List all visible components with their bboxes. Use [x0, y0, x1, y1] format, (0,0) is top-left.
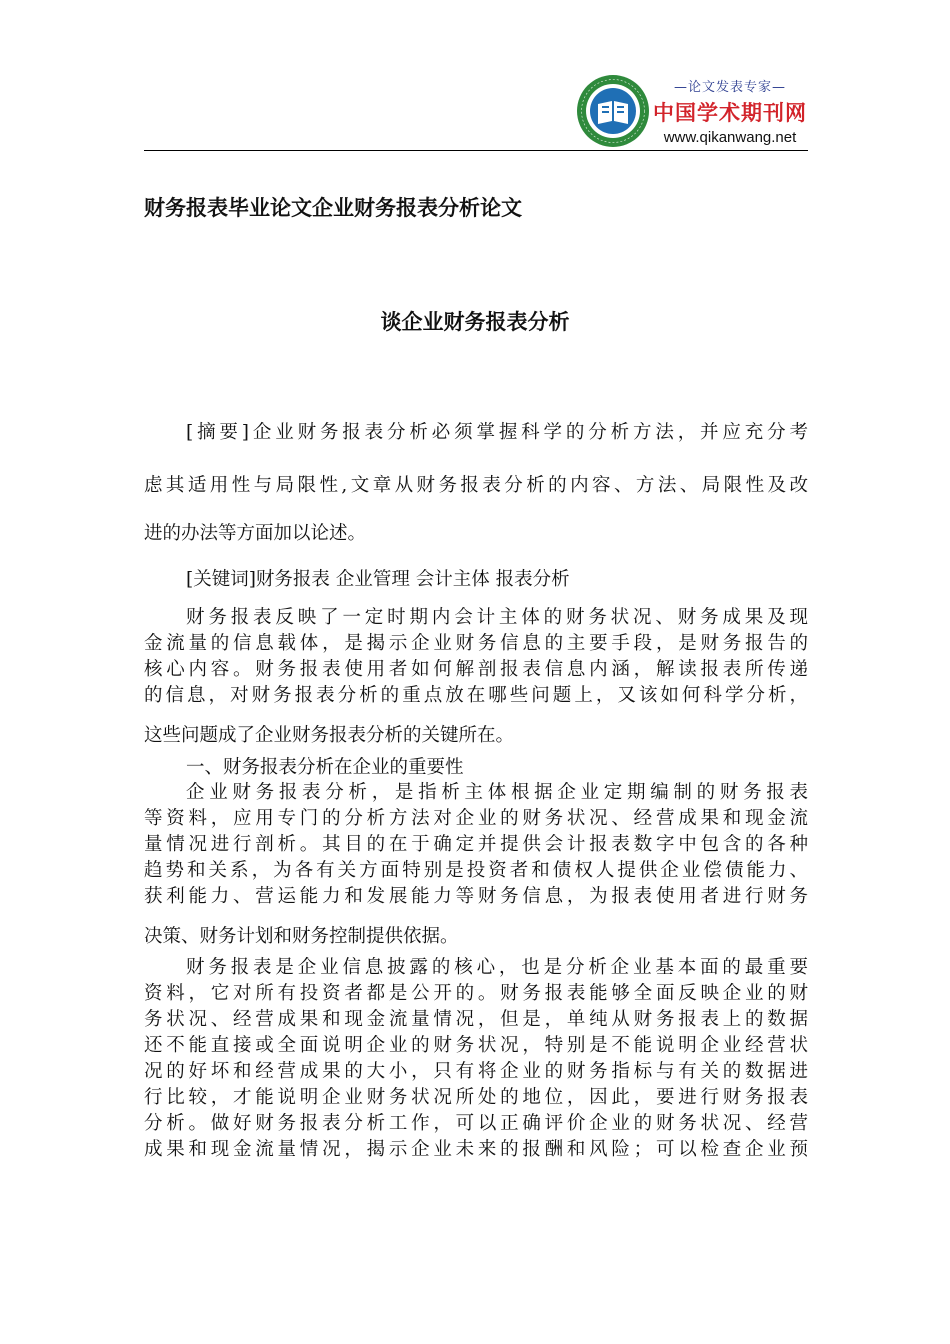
paragraph-line: 这些问题成了企业财务报表分析的关键所在。 [144, 725, 515, 746]
keywords [144, 567, 808, 593]
section-heading-text: 一、财务报表分析在企业的重要性 [186, 757, 464, 778]
paragraph-line: 资料，它对所有投资者都是公开的。财务报表能够全面反映企业的财 [144, 983, 808, 1004]
paragraph-line: 金流量的信息载体，是揭示企业财务信息的主要手段，是财务报告的 [144, 633, 808, 654]
paragraph-line: 获利能力、营运能力和发展能力等财务信息，为报表使用者进行财务 [144, 886, 808, 907]
paragraph-line: 财务报表反映了一定时期内会计主体的财务状况、财务成果及现 [186, 607, 808, 628]
paragraph-line: 财务报表是企业信息披露的核心，也是分析企业基本面的最重要 [186, 957, 808, 978]
abstract-line: 进的办法等方面加以论述。 [144, 523, 367, 544]
journal-seal-logo-icon [576, 74, 650, 148]
paragraph-line: 务状况、经营成果和现金流量情况，但是，单纯从财务报表上的数据 [144, 1009, 808, 1030]
paragraph-line: 行比较，才能说明企业财务状况所处的地位，因此，要进行财务报表 [144, 1087, 808, 1108]
abstract [144, 420, 808, 547]
abstract-line: [摘要]企业财务报表分析必须掌握科学的分析方法，并应充分考 [186, 422, 808, 443]
paragraph-line: 况的好坏和经营成果的大小，只有将企业的财务指标与有关的数据进 [144, 1061, 808, 1082]
paragraph-line: 企业财务报表分析，是指析主体根据企业定期编制的财务报表 [186, 782, 808, 803]
keywords-line: [关键词]财务报表 企业管理 会计主体 报表分析 [186, 569, 570, 590]
header-divider [144, 150, 808, 151]
document-title: 财务报表毕业论文企业财务报表分析论文 [144, 195, 522, 220]
journal-logo[interactable] [650, 76, 810, 146]
paragraph-line: 还不能直接或全面说明企业的财务状况，特别是不能说明企业经营状 [144, 1035, 808, 1056]
paragraph-line: 等资料，应用专门的分析方法对企业的财务状况、经营成果和现金流 [144, 808, 808, 829]
article-title: 谈企业财务报表分析 [380, 309, 570, 334]
paragraph-line: 趋势和关系，为各有关方面特别是投资者和债权人提供企业偿债能力、 [144, 860, 808, 881]
paragraph-line: 决策、财务计划和财务控制提供依据。 [144, 926, 459, 947]
section-heading [144, 755, 808, 781]
paragraph-line: 核心内容。财务报表使用者如何解剖报表信息内涵，解读报表所传递 [144, 659, 808, 680]
logo-url[interactable]: www.qikanwang.net [663, 129, 797, 146]
abstract-line: 虑其适用性与局限性,文章从财务报表分析的内容、方法、局限性及改 [144, 475, 808, 496]
logo-name: 中国学术期刊网 [653, 101, 807, 125]
paragraph-line: 成果和现金流量情况，揭示企业未来的报酬和风险；可以检查企业预 [144, 1139, 808, 1160]
paragraph-intro [144, 605, 808, 749]
paragraph-line: 分析。做好财务报表分析工作，可以正确评价企业的财务状况、经营 [144, 1113, 808, 1134]
logo-slogan: —论文发表专家— [673, 80, 786, 95]
paragraph-line: 的信息，对财务报表分析的重点放在哪些问题上，又该如何科学分析， [144, 685, 808, 706]
paragraph-disclosure [144, 955, 808, 1163]
paragraph-line: 量情况进行剖析。其目的在于确定并提供会计报表数字中包含的各种 [144, 834, 808, 855]
paragraph-importance [144, 780, 808, 950]
